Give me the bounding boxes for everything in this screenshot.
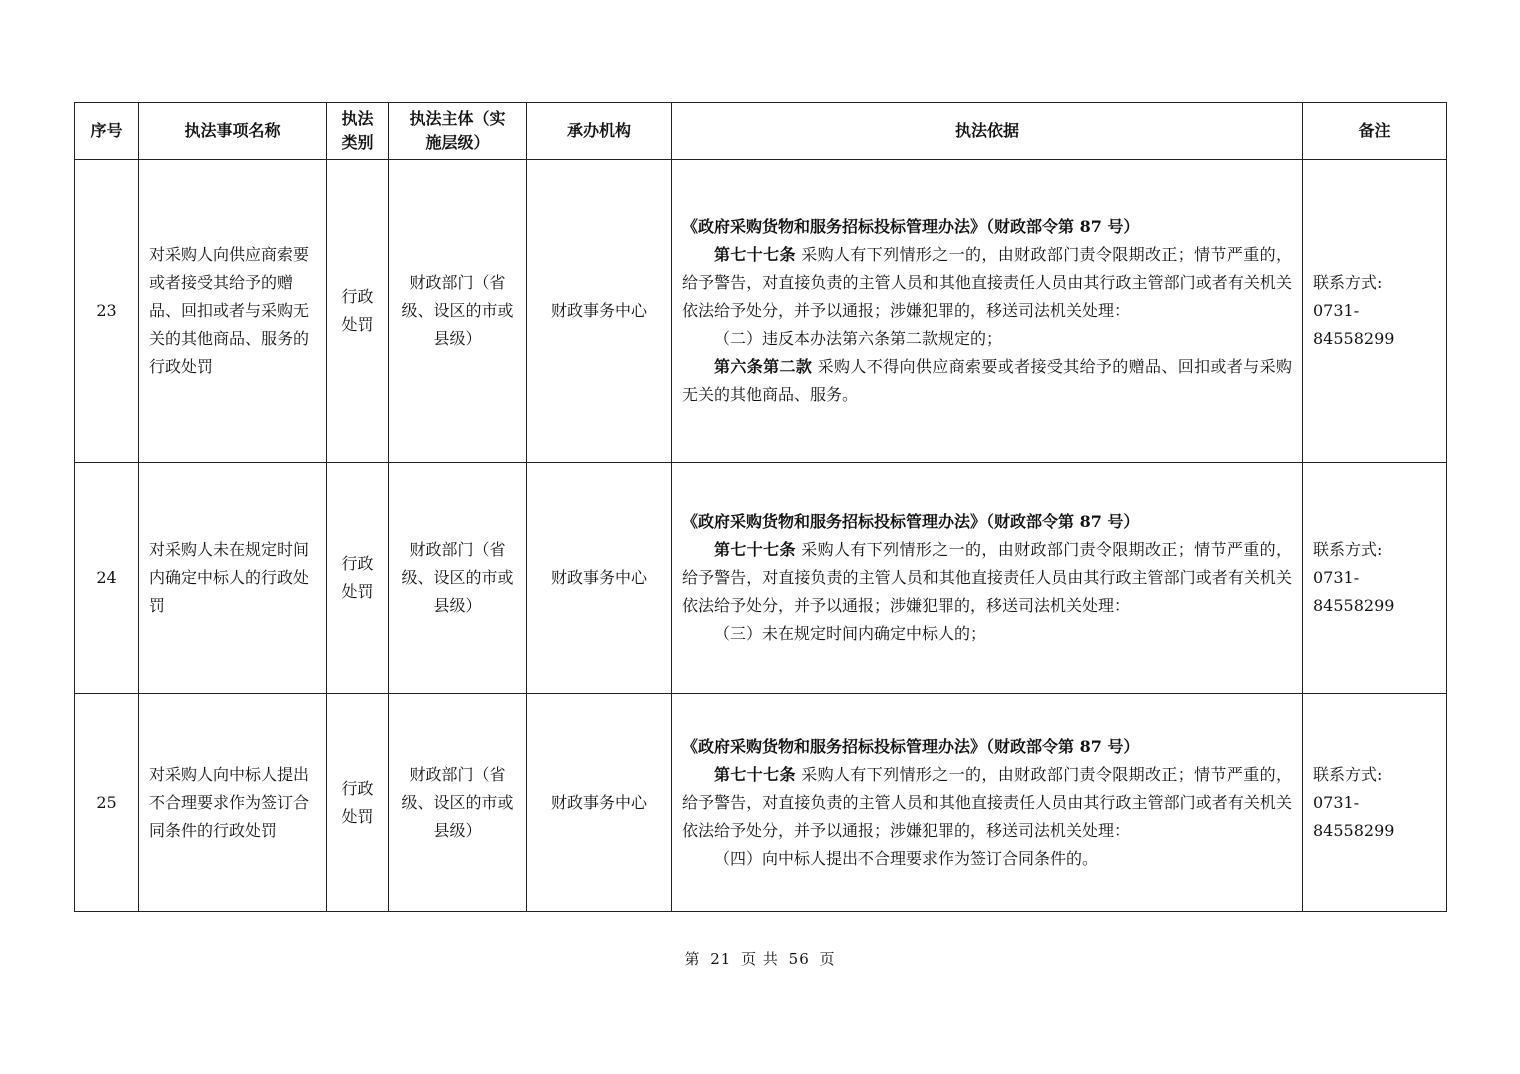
row-agency: 财政事务中心: [527, 160, 672, 463]
row-basis: [672, 160, 1303, 463]
article-label: 第七十七条: [714, 764, 796, 784]
row-agency: 财政事务中心: [527, 694, 672, 912]
row-seq: 23: [75, 160, 139, 463]
contact-label: 联系方式:: [1313, 273, 1383, 292]
header-subject: 执法主体（实施层级）: [389, 103, 527, 160]
basis-item: （二）违反本办法第六条第二款规定的；: [714, 329, 1003, 348]
row-category: 行政处罚: [327, 463, 389, 694]
row-subject: 财政部门（省级、设区的市或县级）: [389, 694, 527, 912]
row-item-name: 对采购人向供应商索要或者接受其给予的赠品、回扣或者与采购无关的其他商品、服务的行政处罚: [139, 160, 327, 463]
row-item-name: 对采购人未在规定时间内确定中标人的行政处罚: [139, 463, 327, 694]
basis-item: （四）向中标人提出不合理要求作为签订合同条件的。: [714, 848, 1099, 868]
basis-article-6: [682, 353, 1292, 409]
basis-title: 《政府采购货物和服务招标投标管理办法》（财政部令第 87 号）: [682, 512, 1140, 531]
basis-title: 《政府采购货物和服务招标投标管理办法》（财政部令第 87 号）: [682, 736, 1140, 756]
row-basis: [672, 694, 1303, 912]
basis-article-77: [682, 241, 1292, 325]
footer-suffix: 页: [819, 950, 836, 968]
footer-mid: 页 共: [741, 950, 779, 968]
row-remark: [1303, 160, 1447, 463]
row-category: 行政处罚: [327, 160, 389, 463]
contact-phone: 0731-84558299: [1313, 301, 1395, 348]
article-label: 第六条第二款: [714, 357, 813, 376]
row-remark: [1303, 463, 1447, 694]
basis-article-77: [682, 536, 1292, 620]
basis-title: 《政府采购货物和服务招标投标管理办法》（财政部令第 87 号）: [682, 217, 1140, 236]
article-label: 第七十七条: [714, 540, 796, 559]
enforcement-table: [74, 102, 1447, 912]
basis-article-77: [682, 761, 1292, 845]
table-row: [75, 160, 1447, 463]
row-seq: 25: [75, 694, 139, 912]
table-row: [75, 463, 1447, 694]
table-row: [75, 694, 1447, 912]
contact-label: 联系方式:: [1313, 540, 1383, 559]
header-seq: 序号: [75, 103, 139, 160]
law-enforcement-table-page: [74, 102, 1446, 912]
row-remark: [1303, 694, 1447, 912]
row-seq: 24: [75, 463, 139, 694]
row-category: 行政处罚: [327, 694, 389, 912]
article-text: 采购人有下列情形之一的，由财政部门责令限期改正；情节严重的，给予警告，对直接负责的主管人员和其他直接责任人员由其行政主管部门或者有关机关依法给予处分，并予以通报；涉嫌犯罪的，移送司法机关处理：: [682, 245, 1292, 320]
header-remark: 备注: [1303, 103, 1447, 160]
row-subject: 财政部门（省级、设区的市或县级）: [389, 463, 527, 694]
article-text: 采购人有下列情形之一的，由财政部门责令限期改正；情节严重的，给予警告，对直接负责的主管人员和其他直接责任人员由其行政主管部门或者有关机关依法给予处分，并予以通报；涉嫌犯罪的，移送司法机关处理：: [682, 764, 1292, 840]
contact-label: 联系方式:: [1313, 764, 1383, 784]
row-basis: [672, 463, 1303, 694]
article-text: 采购人不得向供应商索要或者接受其给予的赠品、回扣或者与采购无关的其他商品、服务。: [682, 357, 1292, 404]
row-subject: 财政部门（省级、设区的市或县级）: [389, 160, 527, 463]
footer-total-pages: 56: [788, 950, 810, 968]
header-basis: 执法依据: [672, 103, 1303, 160]
table-header-row: [75, 103, 1447, 160]
contact-phone: 0731-84558299: [1313, 568, 1395, 615]
article-label: 第七十七条: [714, 245, 796, 264]
contact-phone: 0731-84558299: [1313, 792, 1395, 840]
header-category: 执法类别: [327, 103, 389, 160]
page-footer: [0, 948, 1520, 969]
header-name: 执法事项名称: [139, 103, 327, 160]
article-text: 采购人有下列情形之一的，由财政部门责令限期改正；情节严重的，给予警告，对直接负责的主管人员和其他直接责任人员由其行政主管部门或者有关机关依法给予处分，并予以通报；涉嫌犯罪的，移送司法机关处理：: [682, 540, 1292, 615]
footer-prefix: 第: [684, 950, 701, 968]
basis-item: （三）未在规定时间内确定中标人的；: [714, 624, 987, 643]
row-agency: 财政事务中心: [527, 463, 672, 694]
footer-page-number: 21: [710, 950, 732, 968]
header-agency: 承办机构: [527, 103, 672, 160]
row-item-name: 对采购人向中标人提出不合理要求作为签订合同条件的行政处罚: [139, 694, 327, 912]
